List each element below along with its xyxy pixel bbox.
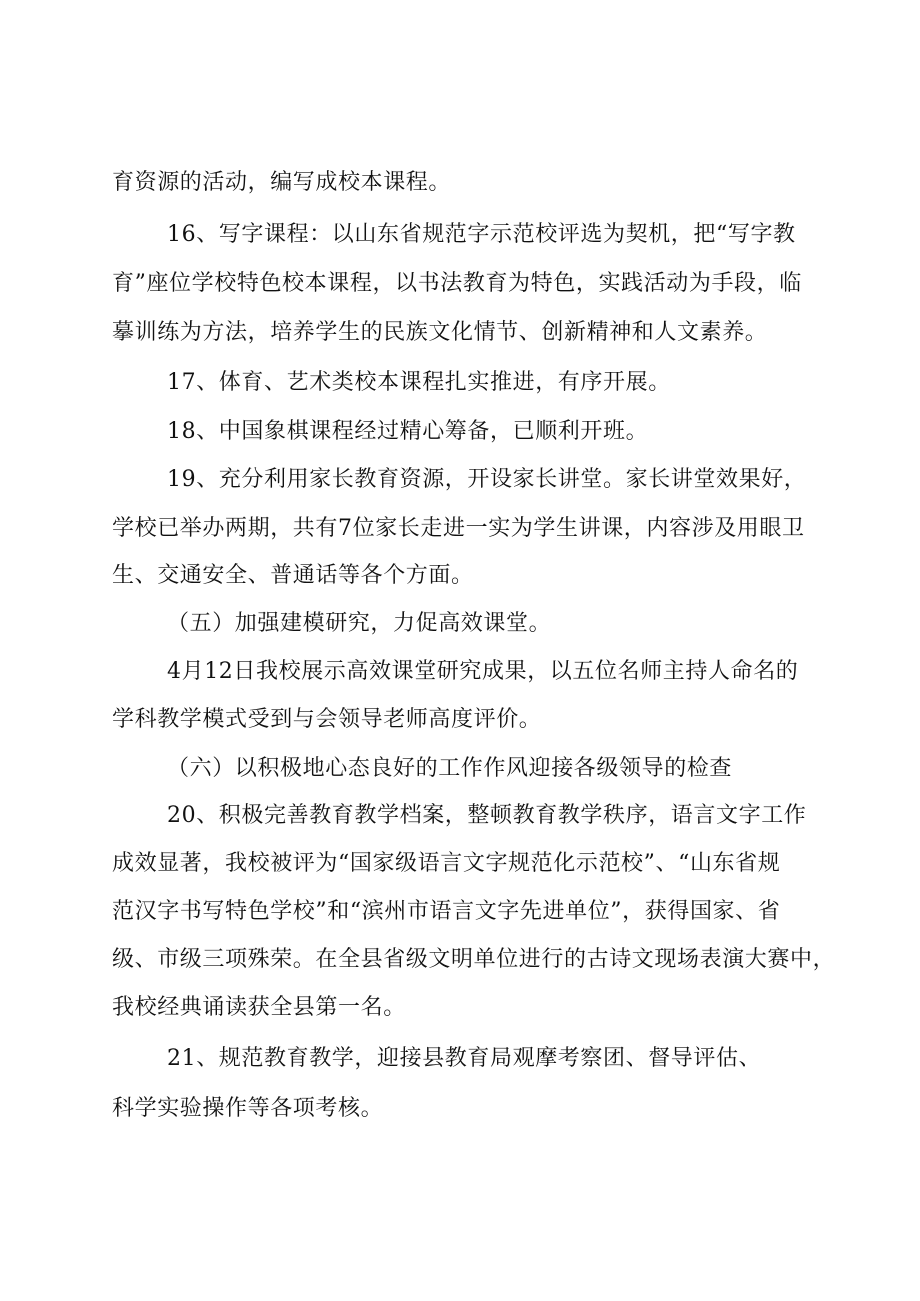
text-line: 摹训练为方法，培养学生的民族文化情节、创新精神和人文素养。: [112, 320, 768, 345]
text-line: 范汉字书写特色学校”和“滨州市语言文字先进单位”，获得国家、省: [112, 899, 781, 924]
text-line: 生、交通安全、普通话等各个方面。: [112, 563, 474, 588]
text-line: 我校经典诵读获全县第一名。: [112, 995, 406, 1020]
text-line: 20、积极完善教育教学档案，整顿教育教学秩序，语言文字工作: [167, 803, 807, 828]
section-heading: （五）加强建模研究，力促高效课堂。: [167, 611, 552, 636]
text-line: 成效显著，我校被评为“国家级语言文字规范化示范校”、“山东省规: [112, 851, 781, 876]
text-line: 16、写字课程：以山东省规范字示范校评选为契机，把“写字教: [167, 222, 796, 247]
text-line: 科学实验操作等各项考核。: [112, 1096, 384, 1121]
text-line: 学校已举办两期，共有7位家长走进一实为学生讲课，内容涉及用眼卫: [112, 516, 805, 541]
text-line: 19、充分利用家长教育资源，开设家长讲堂。家长讲堂效果好，: [167, 467, 807, 492]
text-line: 17、体育、艺术类校本课程扎实推进，有序开展。: [167, 370, 671, 395]
text-line: 育资源的活动，编写成校本课程。: [112, 170, 452, 195]
text-line: 18、中国象棋课程经过精心筹备，已顺利开班。: [167, 419, 649, 444]
section-heading: （六）以积极地心态良好的工作作风迎接各级领导的检查: [167, 756, 733, 781]
text-line: 21、规范教育教学，迎接县教育局观摩考察团、督导评估、: [167, 1046, 762, 1071]
text-line: 育”座位学校特色校本课程，以书法教育为特色，实践活动为手段，临: [112, 271, 802, 296]
text-line: 学科教学模式受到与会领导老师高度评价。: [112, 707, 542, 732]
text-line: 级、市级三项殊荣。在全县省级文明单位进行的古诗文现场表演大赛中，: [112, 947, 836, 972]
text-line: 4月12日我校展示高效课堂研究成果，以五位名师主持人命名的: [167, 659, 799, 684]
